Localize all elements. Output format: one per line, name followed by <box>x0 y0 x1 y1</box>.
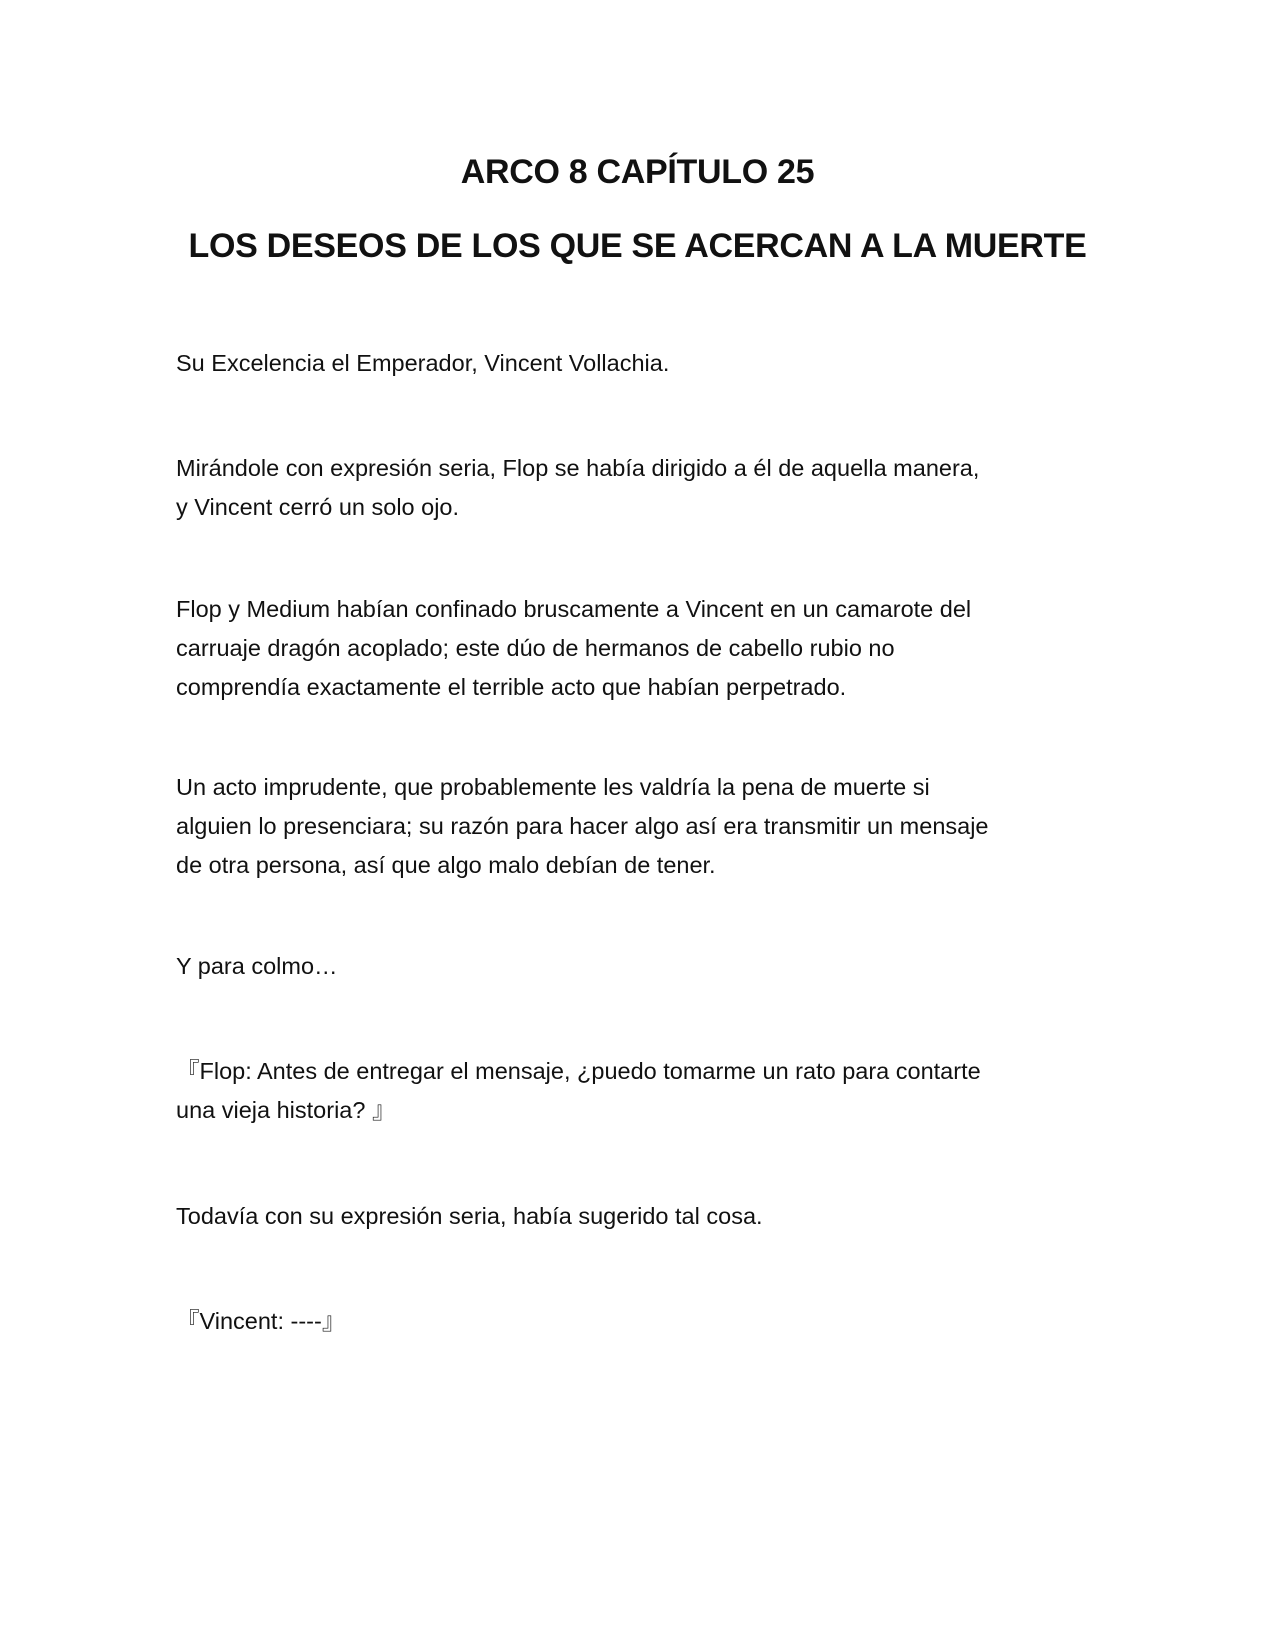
paragraph-2 <box>176 449 1106 527</box>
paragraph-6 <box>176 1052 1106 1130</box>
paragraph-line: Mirándole con expresión seria, Flop se había dirigido a él de aquella manera, <box>176 455 980 481</box>
paragraph-1 <box>176 344 1106 383</box>
paragraph-line: Todavía con su expresión seria, había sugerido tal cosa. <box>176 1203 763 1229</box>
paragraph-line: Flop y Medium habían confinado bruscamente a Vincent en un camarote del <box>176 596 972 622</box>
paragraph-line: comprendía exactamente el terrible acto que habían perpetrado. <box>176 674 847 700</box>
paragraph-line: alguien lo presenciara; su razón para hacer algo así era transmitir un mensaje <box>176 813 989 839</box>
paragraph-line: una vieja historia? 』 <box>176 1097 396 1123</box>
paragraph-line: 『Flop: Antes de entregar el mensaje, ¿puedo tomarme un rato para contarte <box>176 1058 981 1084</box>
paragraph-line: Y para colmo… <box>176 953 338 979</box>
paragraph-4 <box>176 768 1106 885</box>
paragraph-line: de otra persona, así que algo malo debían de tener. <box>176 852 716 878</box>
paragraph-line: 『Vincent: ----』 <box>176 1308 346 1334</box>
chapter-title: ARCO 8 CAPÍTULO 25 <box>460 153 815 191</box>
paragraph-7 <box>176 1197 1106 1236</box>
paragraph-line: Su Excelencia el Emperador, Vincent Vollachia. <box>176 350 670 376</box>
paragraph-5 <box>176 947 1106 986</box>
paragraph-8 <box>176 1302 1106 1341</box>
paragraph-line: carruaje dragón acoplado; este dúo de hermanos de cabello rubio no <box>176 635 895 661</box>
paragraph-line: y Vincent cerró un solo ojo. <box>176 494 460 520</box>
paragraph-line: Un acto imprudente, que probablemente les valdría la pena de muerte si <box>176 774 930 800</box>
paragraph-3 <box>176 590 1106 707</box>
chapter-subtitle: LOS DESEOS DE LOS QUE SE ACERCAN A LA MUERTE <box>188 227 1087 265</box>
